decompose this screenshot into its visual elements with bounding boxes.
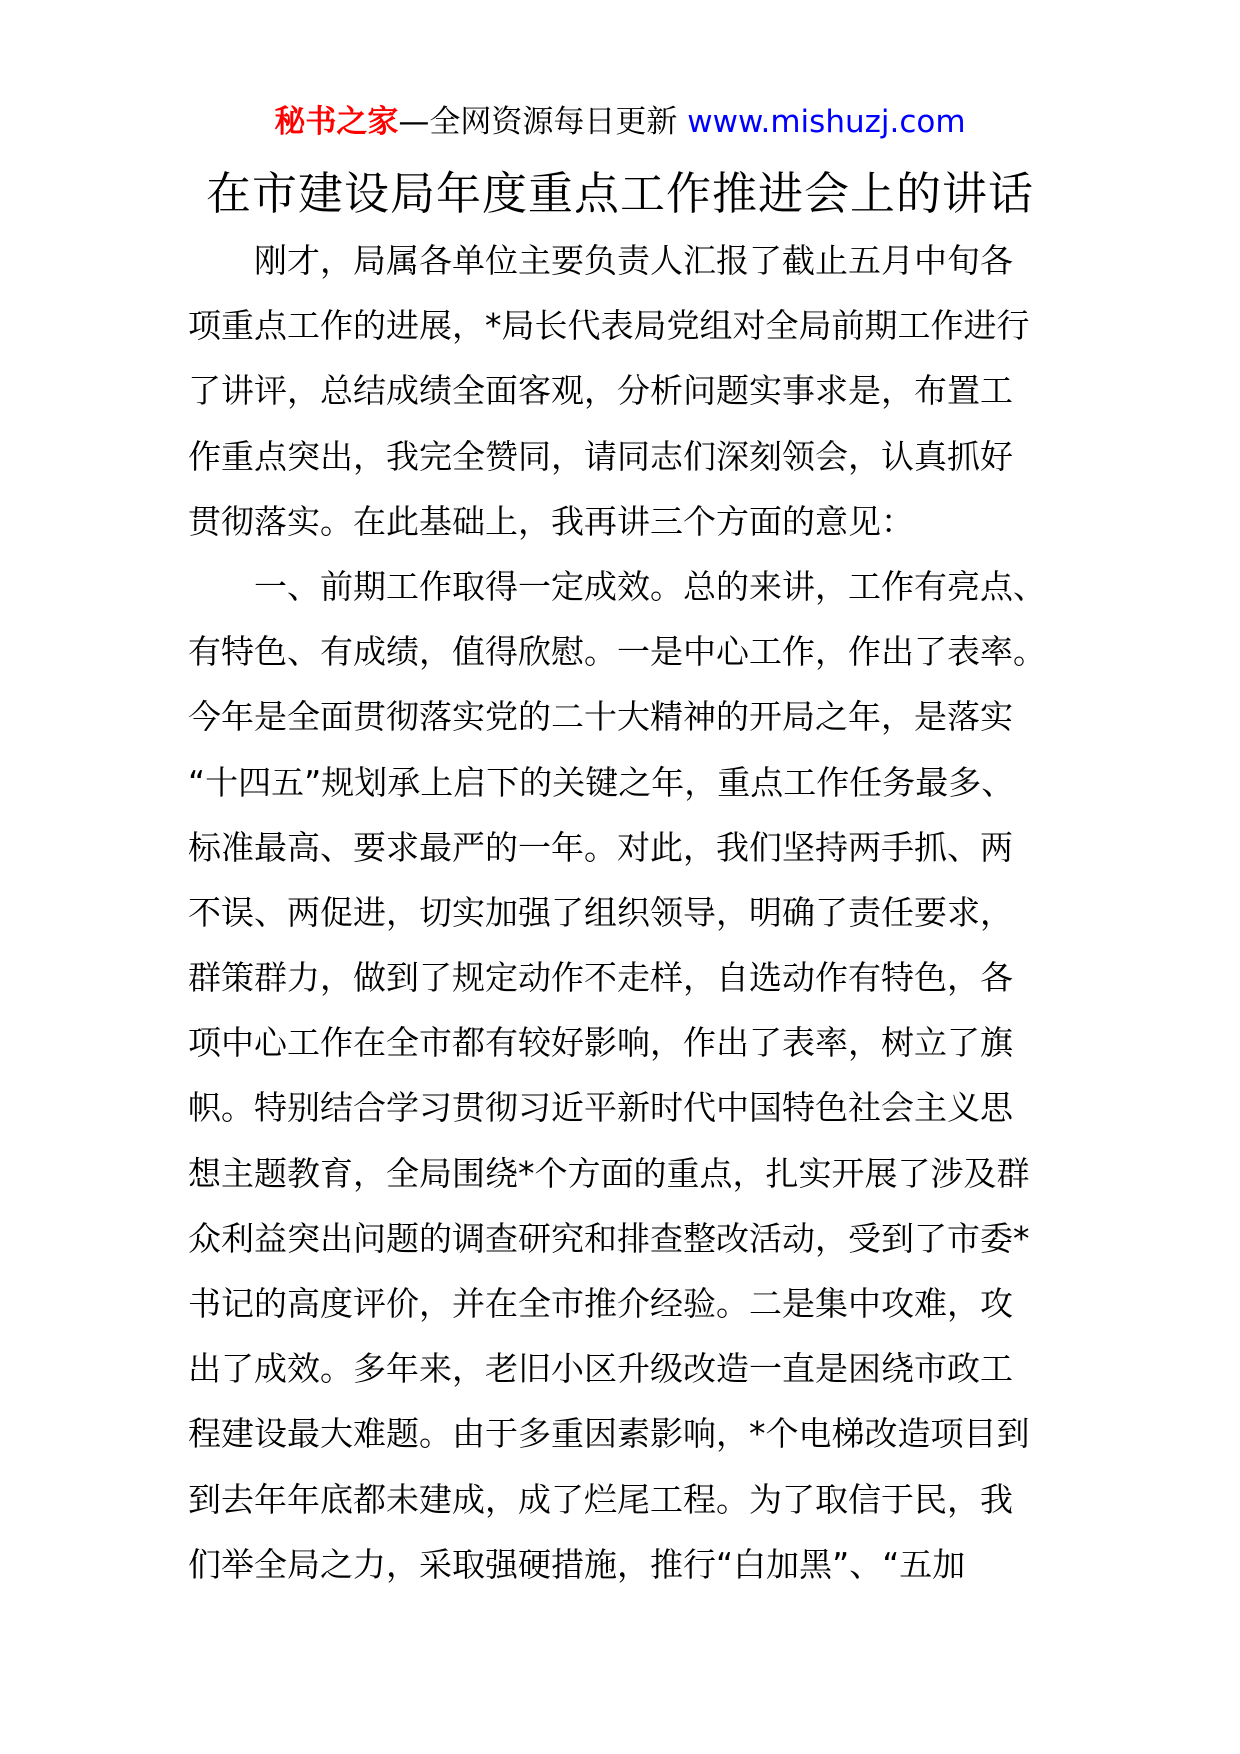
site-url-link[interactable]: www.mishuzj.com <box>687 104 966 140</box>
body-line: 想主题教育，全局围绕*个方面的重点，扎实开展了涉及群 <box>188 1153 1030 1193</box>
document-body <box>188 228 1048 1597</box>
body-line: 项中心工作在全市都有较好影响，作出了表率，树立了旗 <box>188 1023 1013 1063</box>
body-line: 群策群力，做到了规定动作不走样，自选动作有特色，各 <box>188 958 1013 998</box>
body-line: 项重点工作的进展，*局长代表局党组对全局前期工作进行 <box>188 306 1030 346</box>
body-line: 今年是全面贯彻落实党的二十大精神的开局之年，是落实 <box>188 697 1013 737</box>
body-line: 了讲评，总结成绩全面客观，分析问题实事求是，布置工 <box>188 371 1013 411</box>
body-line: 程建设最大难题。由于多重因素影响，*个电梯改造项目到 <box>188 1414 1030 1454</box>
body-line: 不误、两促进，切实加强了组织领导，明确了责任要求， <box>188 892 1013 932</box>
body-line: 贯彻落实。在此基础上，我再讲三个方面的意见： <box>188 501 914 541</box>
body-line: 刚才，局属各单位主要负责人汇报了截止五月中旬各 <box>254 241 1013 280</box>
body-line: 出了成效。多年来，老旧小区升级改造一直是困绕市政工 <box>188 1349 1013 1389</box>
body-line: 标准最高、要求最严的一年。对此，我们坚持两手抓、两 <box>188 827 1013 867</box>
body-line: “十四五”规划承上启下的关键之年，重点工作任务最多、 <box>188 762 1015 802</box>
body-line: 作重点突出，我完全赞同，请同志们深刻领会，认真抓好 <box>188 436 1013 476</box>
body-line: 众利益突出问题的调查研究和排查整改活动，受到了市委* <box>188 1218 1030 1258</box>
body-line: 有特色、有成绩，值得欣慰。一是中心工作，作出了表率。 <box>188 632 1046 672</box>
site-name: 秘书之家 <box>274 104 399 140</box>
body-line: 帜。特别结合学习贯彻习近平新时代中国特色社会主义思 <box>188 1088 1013 1128</box>
document-title: 在市建设局年度重点工作推进会上的讲话 <box>205 167 1034 220</box>
site-tagline: —全网资源每日更新 <box>398 104 688 140</box>
body-line: 们举全局之力，采取强硬措施，推行“白加黑”、“五加 <box>188 1544 966 1584</box>
body-line: 书记的高度评价，并在全市推介经验。二是集中攻难，攻 <box>188 1284 1013 1323</box>
site-header <box>0 100 1240 144</box>
section-heading-line: 一、前期工作取得一定成效。总的来讲，工作有亮点、 <box>254 566 1046 606</box>
body-line: 到去年年底都未建成，成了烂尾工程。为了取信于民，我 <box>188 1479 1013 1519</box>
